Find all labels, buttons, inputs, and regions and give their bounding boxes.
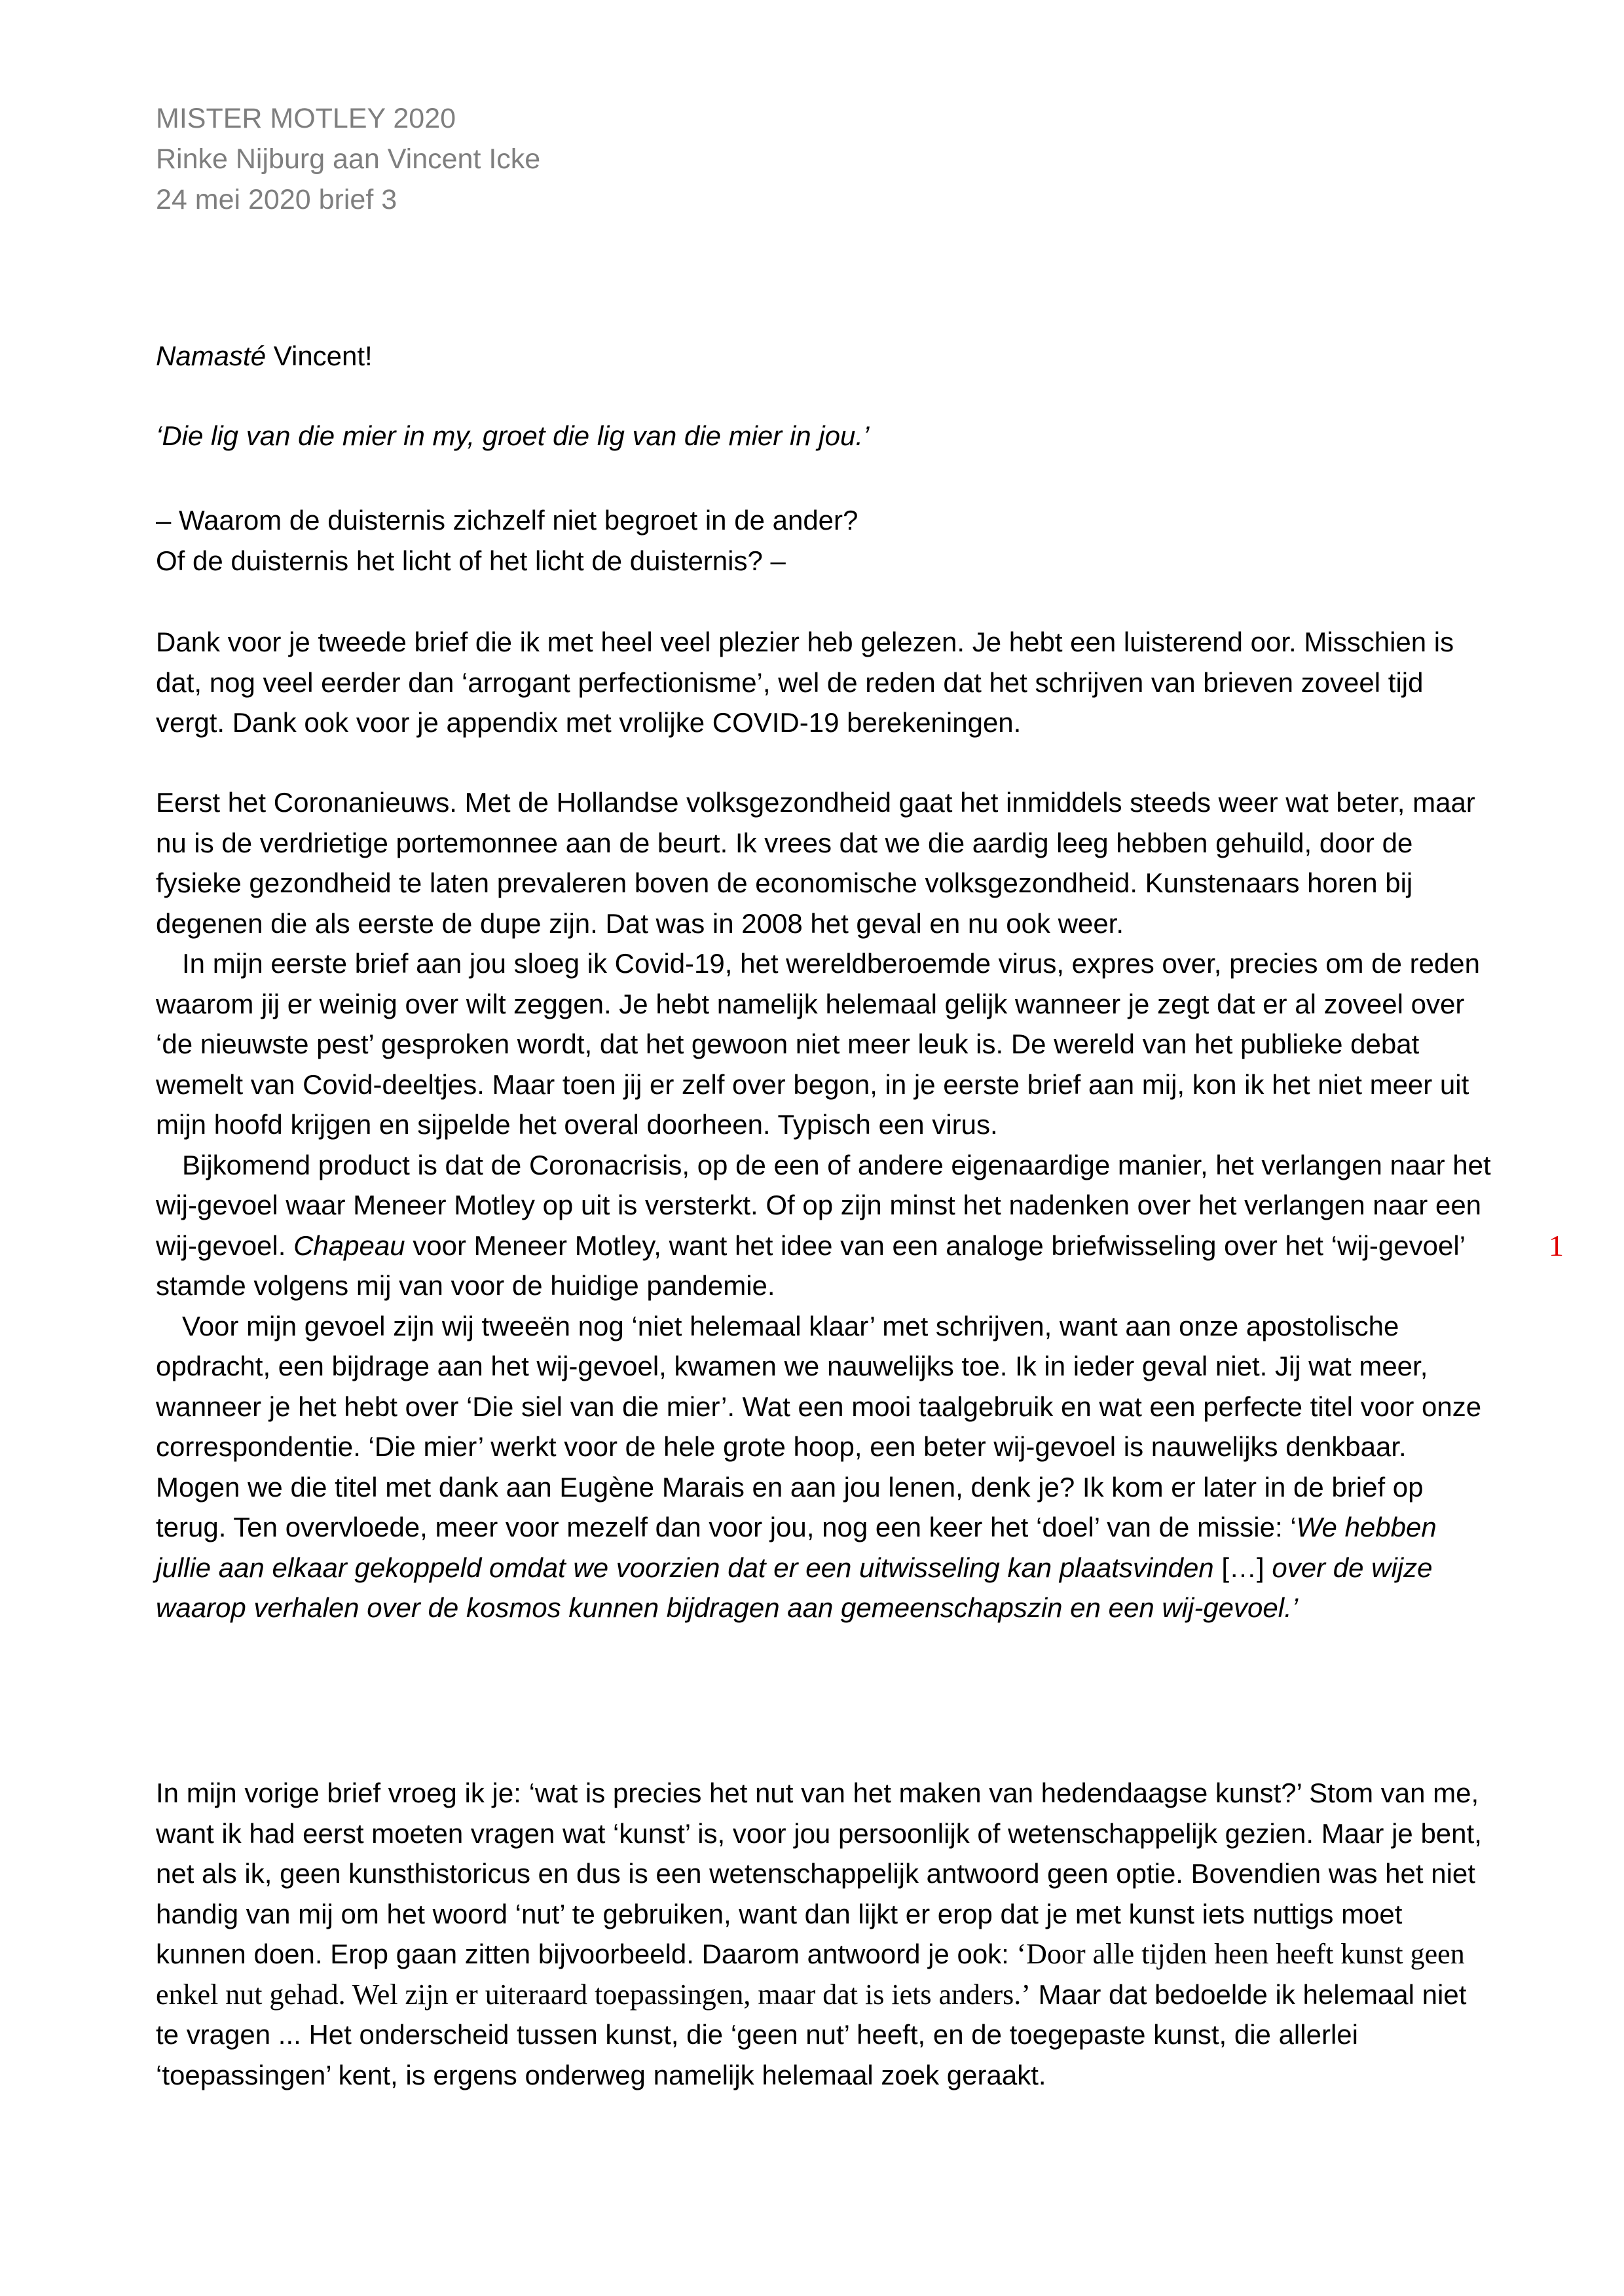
paragraph-corona-section [156, 782, 1492, 1628]
motto-text: ‘Die lig van die mier in my, groet die lig van die mier in jou.’ [156, 420, 870, 451]
paragraph-thanks [156, 622, 1492, 743]
paragraph-5-italic-1: We hebben jullie aan elkaar gekoppeld omdat we voorzien dat er een uitwisseling kan plaatsvinden [156, 1512, 1437, 1583]
paragraph-1-text: Dank voor je tweede brief die ik met heel veel plezier heb gelezen. Je hebt een luisterend oor. Misschien is dat, nog veel eerder dan ‘arrogant perfectionisme’, wel de reden dat het schrijven van brieven zoveel tijd vergt. Dank ook voor je appendix met vrolijke COVID-19 berekeningen. [156, 627, 1454, 738]
paragraph-4-before: Bijkomend product is dat de Coronacrisis, op de een of andere eigenaardige manier, het verlangen naar het wij-gevoel waar Meneer Motley op uit is versterkt. Of op zijn minst het nadenken over het verlangen naar een wij-gevoel. [156, 1149, 1491, 1261]
paragraph-3-text: In mijn eerste brief aan jou sloeg ik Covid-19, het wereldberoemde virus, expres over, precies om de reden waarom jij er weinig over wilt zeggen. Je hebt namelijk helemaal gelijk wanneer je zegt dat er al zoveel over ‘de nieuwste pest’ gesproken wordt, dat het gewoon niet meer leuk is. De wereld van het publieke debat wemelt van Covid-deeltjes. Maar toen jij er zelf over begon, in je eerste brief aan mij, kon ik het niet meer uit mijn hoofd krijgen en sijpelde het overal doorheen. Typisch een virus. [156, 948, 1481, 1140]
paragraph-6-quote: ‘Door alle tijden heen heeft kunst geen enkel nut gehad. Wel zijn er uiteraard toepassingen, maar dat is iets anders.’ [156, 1938, 1465, 2011]
dash-line-1: – Waarom de duisternis zichzelf niet begroet in de ander? [156, 505, 858, 536]
motto-quote [156, 416, 1492, 456]
paragraph-4 [156, 1145, 1492, 1306]
paragraph-4-after: voor Meneer Motley, want het idee van een analoge briefwisseling over het ‘wij-gevoel’ stamde volgens mij van voor de huidige pandemie. [156, 1230, 1465, 1301]
dash-line-2: Of de duisternis het licht of het licht de duisternis? – [156, 545, 786, 576]
paragraph-art [156, 1773, 1492, 2095]
paragraph-2-text: Eerst het Coronanieuws. Met de Hollandse volksgezondheid gaat het inmiddels steeds weer wat beter, maar nu is de verdrietige portemonnee aan de beurt. Ik vrees dat we die aardig leeg hebben gehuild, door de fysieke gezondheid te laten prevaleren boven de economische volksgezondheid. Kunstenaars horen bij degenen die als eerste de dupe zijn. Dat was in 2008 het geval en nu ook weer. [156, 787, 1475, 939]
page-number: 1 [1549, 1229, 1564, 1262]
greeting [156, 336, 1492, 376]
letter-header [156, 98, 1492, 220]
greeting-italic: Namasté [156, 340, 267, 371]
paragraph-5 [156, 1306, 1492, 1628]
letter-date: 24 mei 2020 brief 3 [156, 184, 397, 215]
paragraph-6-before: In mijn vorige brief vroeg ik je: ‘wat is precies het nut van het maken van hedendaagse kunst?’ Stom van me, want ik had eerst moeten vragen wat ‘kunst’ is, voor jou persoonlijk of wetenschappelijk gezien. Maar je bent, net als ik, geen kunsthistoricus en dus is een wetenschappelijk antwoord geen optie. Bovendien was het niet handig van mij om het woord ‘nut’ te gebruiken, want dan lijkt er erop dat je met kunst iets nuttigs moet kunnen doen. Erop gaan zitten bijvoorbeeld. Daarom antwoord je ook: [156, 1777, 1482, 1969]
sender-recipient: Rinke Nijburg aan Vincent Icke [156, 143, 541, 175]
paragraph-5-ellipsis: […] [1213, 1552, 1272, 1583]
paragraph-6-after: Maar dat bedoelde ik helemaal niet te vragen ... Het onderscheid tussen kunst, die ‘geen nut’ heeft, en de toegepaste kunst, die allerlei ‘toepassingen’ kent, is ergens onderweg namelijk helemaal zoek geraakt. [156, 1978, 1467, 2090]
dash-question [156, 500, 1492, 581]
series-title: MISTER MOTLEY 2020 [156, 103, 456, 134]
greeting-name: Vincent! [266, 340, 373, 371]
paragraph-4-italic: Chapeau [293, 1230, 405, 1261]
paragraph-5-italic-2: over de wijze waarop verhalen over de kosmos kunnen bijdragen aan gemeenschapszin en een wij-gevoel.’ [156, 1552, 1433, 1623]
paragraph-6 [156, 1773, 1492, 2095]
paragraph-5-before: Voor mijn gevoel zijn wij tweeën nog ‘niet helemaal klaar’ met schrijven, want aan onze apostolische opdracht, een bijdrage aan het wij-gevoel, kwamen we nauwelijks toe. Ik in ieder geval niet. Jij wat meer, wanneer je het hebt over ‘Die siel van die mier’. Wat een mooi taalgebruik en wat een perfecte titel voor onze correspondentie. ‘Die mier’ werkt voor de hele grote hoop, een beter wij-gevoel is nauwelijks denkbaar. Mogen we die titel met dank aan Eugène Marais en aan jou lenen, denk je? Ik kom er later in de brief op terug. Ten overvloede, meer voor mezelf dan voor jou, nog een keer het ‘doel’ van de missie: ‘ [156, 1310, 1482, 1542]
